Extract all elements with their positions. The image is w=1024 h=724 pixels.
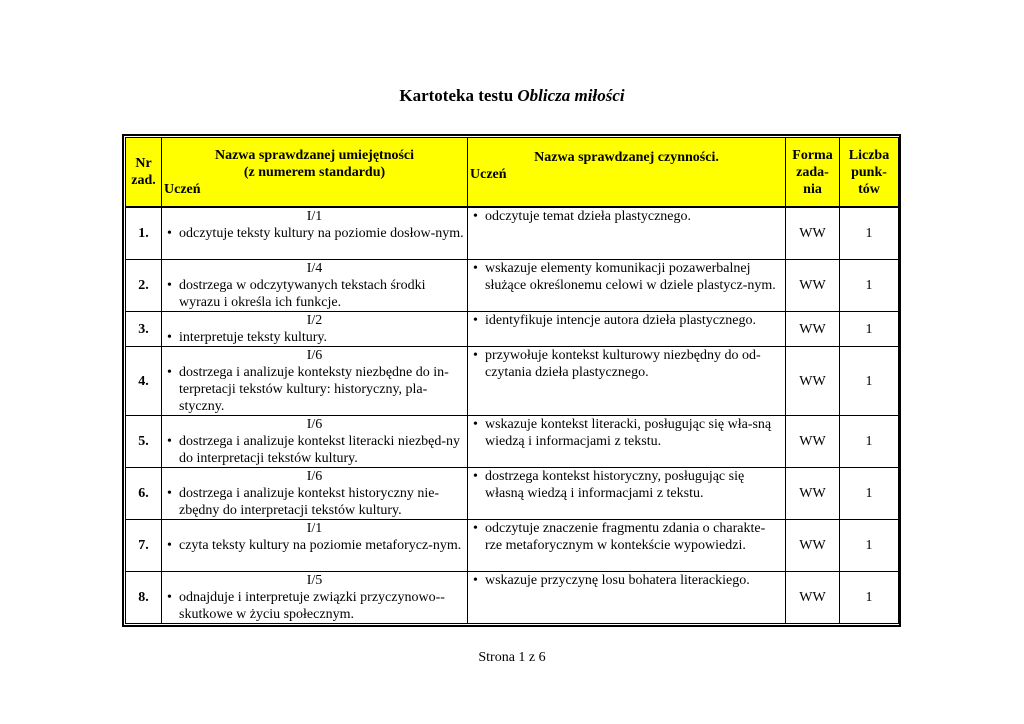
header-points: Liczba punk- tów	[840, 138, 899, 208]
row-activity	[468, 312, 786, 347]
row-activity	[468, 520, 786, 572]
row-activity	[468, 468, 786, 520]
row-activity	[468, 260, 786, 312]
row-standard: I/6	[306, 469, 323, 484]
row-standard: I/5	[306, 573, 323, 588]
row-activity	[468, 207, 786, 260]
header-activity: Nazwa sprawdzanej czynności. Uczeń	[468, 138, 786, 208]
row-activity	[468, 347, 786, 416]
row-skill-text: • dostrzega i analizuje konteksty niezbędne do in-terpretacji tekstów kultury: historyczny, pla-styczny.	[165, 364, 464, 415]
row-points: 1	[840, 468, 899, 520]
row-points: 1	[840, 312, 899, 347]
row-skill-text: • czyta teksty kultury na poziomie metaforycz-nym.	[165, 537, 464, 554]
table-row	[126, 207, 899, 260]
row-points: 1	[840, 260, 899, 312]
table-header-row	[126, 138, 899, 208]
row-skill-text: • dostrzega w odczytywanych tekstach środki wyrazu i określa ich funkcje.	[165, 277, 464, 311]
row-form: WW	[786, 520, 840, 572]
row-points: 1	[840, 416, 899, 468]
row-skill	[162, 468, 468, 520]
row-form: WW	[786, 468, 840, 520]
row-form: WW	[786, 260, 840, 312]
row-skill	[162, 207, 468, 260]
row-form: WW	[786, 572, 840, 624]
row-number: 7.	[126, 520, 162, 572]
row-skill	[162, 260, 468, 312]
row-points: 1	[840, 347, 899, 416]
row-number: 3.	[126, 312, 162, 347]
row-standard: I/2	[306, 313, 323, 328]
row-skill-text: • odnajduje i interpretuje związki przyczynowo--skutkowe w życiu społecznym.	[165, 589, 464, 623]
table-row	[126, 416, 899, 468]
row-activity	[468, 572, 786, 624]
table-row	[126, 572, 899, 624]
table-row	[126, 468, 899, 520]
row-standard: I/4	[306, 261, 323, 276]
row-skill-text: • dostrzega i analizuje kontekst literacki niezbęd-ny do interpretacji tekstów kultury.	[165, 433, 464, 467]
row-skill	[162, 416, 468, 468]
table-row	[126, 260, 899, 312]
table-row	[126, 520, 899, 572]
table-row	[126, 347, 899, 416]
row-skill	[162, 572, 468, 624]
row-skill-text: • dostrzega i analizuje kontekst historyczny nie-zbędny do interpretacji tekstów kultury.	[165, 485, 464, 519]
row-activity-text: • odczytuje znaczenie fragmentu zdania o charakte-rze metaforycznym w kontekście wypowiedzi.	[471, 520, 782, 554]
row-number: 4.	[126, 347, 162, 416]
row-activity-text: • wskazuje elementy komunikacji pozawerbalnej służące określonemu celowi w dziele plastycz-nym.	[471, 260, 782, 294]
row-activity-text: • identyfikuje intencje autora dzieła plastycznego.	[471, 312, 782, 329]
header-nr: Nr zad.	[126, 138, 162, 208]
row-standard: I/1	[306, 209, 323, 224]
row-skill	[162, 520, 468, 572]
row-form: WW	[786, 416, 840, 468]
table-row	[126, 312, 899, 347]
row-standard: I/1	[306, 521, 323, 536]
title-italic: Oblicza miłości	[517, 86, 625, 105]
page-footer: Strona 1 z 6	[478, 650, 546, 665]
test-card-table	[122, 134, 901, 627]
row-form: WW	[786, 312, 840, 347]
row-activity	[468, 416, 786, 468]
row-number: 6.	[126, 468, 162, 520]
row-points: 1	[840, 520, 899, 572]
row-number: 5.	[126, 416, 162, 468]
row-skill-text: • odczytuje teksty kultury na poziomie dosłow-nym.	[165, 225, 464, 242]
row-standard: I/6	[306, 417, 323, 432]
row-skill-text: • interpretuje teksty kultury.	[165, 329, 464, 346]
row-activity-text: • wskazuje przyczynę losu bohatera literackiego.	[471, 572, 782, 589]
title-prefix: Kartoteka testu	[399, 86, 514, 105]
row-number: 8.	[126, 572, 162, 624]
document-title	[0, 86, 1024, 106]
row-number: 2.	[126, 260, 162, 312]
header-form: Forma zada- nia	[786, 138, 840, 208]
row-points: 1	[840, 572, 899, 624]
row-activity-text: • wskazuje kontekst literacki, posługując się wła-sną wiedzą i informacjami z tekstu.	[471, 416, 782, 450]
row-activity-text: • odczytuje temat dzieła plastycznego.	[471, 208, 782, 225]
row-number: 1.	[126, 207, 162, 260]
row-activity-text: • dostrzega kontekst historyczny, posługując się własną wiedzą i informacjami z tekstu.	[471, 468, 782, 502]
row-skill	[162, 312, 468, 347]
header-skill: Nazwa sprawdzanej umiejętności (z numerem standardu) Uczeń	[162, 138, 468, 208]
row-skill	[162, 347, 468, 416]
row-form: WW	[786, 347, 840, 416]
row-form: WW	[786, 207, 840, 260]
row-points: 1	[840, 207, 899, 260]
row-standard: I/6	[306, 348, 323, 363]
row-activity-text: • przywołuje kontekst kulturowy niezbędny do od-czytania dzieła plastycznego.	[471, 347, 782, 381]
